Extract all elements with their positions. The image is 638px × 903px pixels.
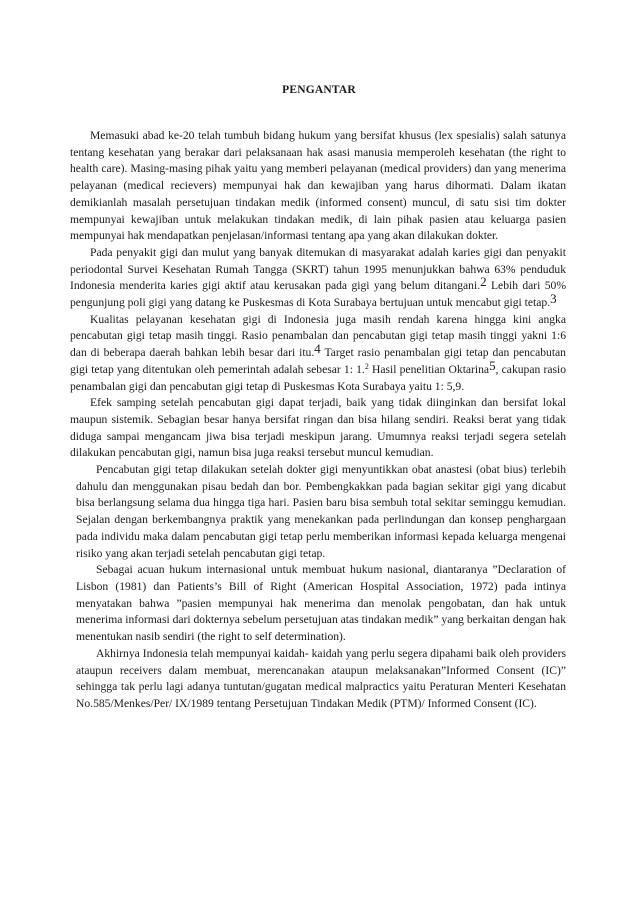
paragraph-3 [70, 312, 566, 396]
footnote-ref-2: 2 [480, 274, 487, 290]
paragraph-5: Pencabutan gigi tetap dilakukan setelah dokter gigi menyuntikkan obat anastesi (obat bius) terlebih dahulu dan menggunakan pisau bedah dan bor. Pembengkakkan pada bagian sekitar gigi yang dicabut bisa berlangsung selama dua hingga tiga hari. Pasien baru bisa sembuh total sekitar seminggu kemudian. Sejalan dengan berkembangnya praktik yang menekankan pada perlindungan dan konsep penghargaan pada individu maka dalam pencabutan gigi tetap perlu memberikan informasi kepada keluarga mengenai risiko yang akan terjadi setelah pencabutan gigi tetap. [76, 463, 566, 560]
footnote-ref-3: 3 [550, 291, 557, 307]
paragraph-2-text-b: Lebih dari 50% pengunjung poli gigi yang datang ke Puskesmas di Kota Surabaya bertujuan untuk mencabut gigi tetap. [70, 279, 566, 310]
footnote-ref-5: 5 [489, 357, 496, 373]
paragraph-1: Memasuki abad ke-20 telah tumbuh bidang hukum yang bersifat khusus (lex spesialis) salah satunya tentang kesehatan yang berakar dari pelaksanaan hak asasi manusia memperoleh kesehatan (the right to health care). Masing-masing pihak yaitu yang memberi pelayanan (medical providers) dan yang menerima pelayanan (medical recievers) mempunyai hak dan kewajiban yang harus dihormati. Dalam ikatan demikianlah masalah persetujuan tindakan medik (informed consent) muncul, di satu sisi tim dokter mempunyai kewajiban untuk melakukan tindakan medik, di lain pihak pasien atau keluarga pasien mempunyai hak mendapatkan penjelasan/informasi tentang apa yang akan dilakukan dokter. [70, 129, 566, 243]
paragraph-3-text-b: Target rasio penambalan gigi tetap dan pencabutan gigi tetap yang ditentukan oleh pemerintah adalah sebesar 1: 1. [70, 346, 566, 376]
paragraph-3-text-d: , cakupan rasio penambalan gigi dan pencabutan gigi tetap di Puskesmas Kota Surabaya yaitu 1: 5,9. [70, 362, 567, 393]
paragraph-6: Sebagai acuan hukum internasional untuk membuat hukum nasional, diantaranya ”Declaration of Lisbon (1981) dan Patients’s Bill of Right (American Hospital Association, 1972) pada intinya menyatakan bahwa ”pasien mempunyai hak menerima dan menolak pengobatan, dan hak untuk menerima informasi dari dokternya sebelum persetujuan atas tindakan medik” yang berkaitan dengan hak menentukan nasib sendiri (the right to self determination). [76, 563, 566, 644]
page-title: PENGANTAR [282, 84, 356, 96]
paragraph-2-text-a: Pada penyakit gigi dan mulut yang banyak ditemukan di masyarakat adalah karies gigi dan penyakit periodontal Survei Kesehatan Rumah Tangga (SKRT) tahun 1995 menunjukkan bahwa 63% penduduk Indonesia menderita karies gigi aktif atau kerusakan pada gigi yang belum ditangani. [70, 245, 566, 293]
paragraph-2 [70, 245, 566, 312]
paragraph-3-text-a: Kualitas pelayanan kesehatan gigi di Indonesia juga masih rendah karena hingga kini angka pencabutan gigi tetap masih tinggi. Rasio penambalan dan pencabutan gigi tetap masih tinggi yakni 1:6 dan di beberapa daerah bahkan lebih besar dari itu. [70, 312, 566, 360]
footnote-ref-4: 4 [314, 341, 321, 357]
paragraph-7: Akhirnya Indonesia telah mempunyai kaidah- kaidah yang perlu segera dipahami baik oleh providers ataupun receivers dalam membuat, merencanakan ataupun melaksanakan”Informed Consent (IC)” sehingga tak perlu lagi adanya tuntutan/gugatan medical malpractics yaitu Peraturan Menteri Kesehatan No.585/Menkes/Per/ IX/1989 tentang Persetujuan Tindakan Medik (PTM)/ Informed Consent (IC). [76, 646, 566, 710]
paragraph-3-text-c: Hasil penelitian Oktarina [368, 362, 490, 376]
document-body [70, 128, 566, 713]
paragraph-4: Efek samping setelah pencabutan gigi dapat terjadi, baik yang tidak diinginkan dan bersifat lokal maupun sistemik. Sebagian besar hanya bersifat ringan dan bisa hilang sendiri. Reaksi berat yang tidak diduga sampai mengancam jiwa bisa terjadi meskipun jarang. Umumnya reaksi terjadi segera setelah dilakukan pencabutan gigi, namun bisa juga reaksi tersebut muncul kemudian. [70, 396, 566, 460]
footnote-ref-ratio: 2 [364, 361, 369, 371]
